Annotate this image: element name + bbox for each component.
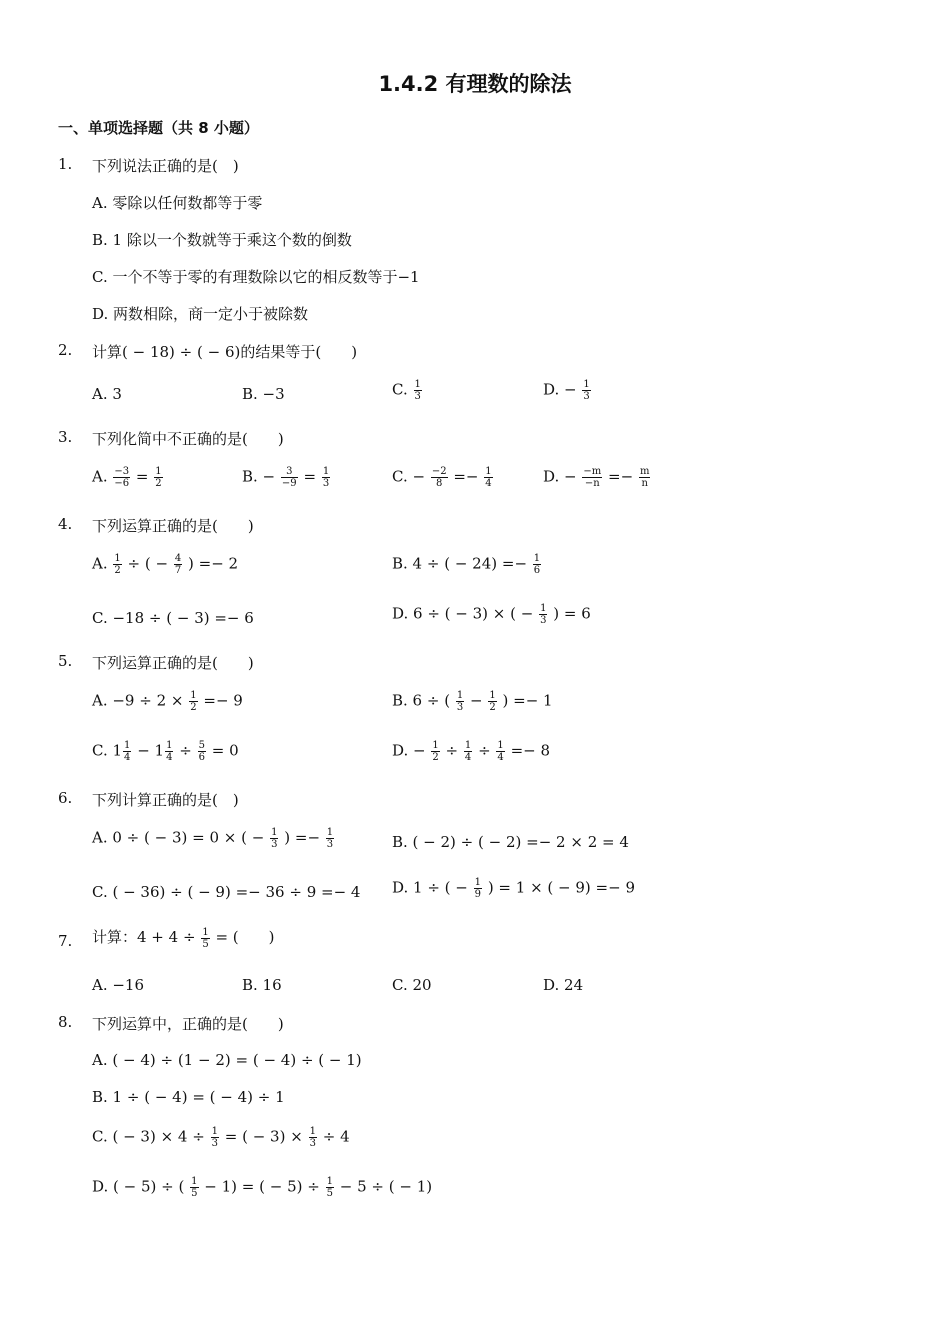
fraction: $\frac{-m}{-n}$ bbox=[583, 466, 602, 489]
question-stem: 下列说法正确的是( ) bbox=[92, 157, 239, 175]
option-a: A. 0 ÷ ( − 3) = 0 × ( − $\frac{1}{3}$ ) =− $\frac{1}{3}$ bbox=[92, 827, 334, 850]
option-d: D. 两数相除，商一定小于被除数 bbox=[92, 305, 309, 323]
option-b: B. 6 ÷ ( $\frac{1}{3}$ − $\frac{1}{2}$ ) =− 1 bbox=[392, 690, 553, 713]
fraction: $\frac{1}{2}$ bbox=[190, 690, 197, 713]
option-c: C. ( − 36) ÷ ( − 9) =− 36 ÷ 9 =− 4 bbox=[92, 883, 361, 901]
question-number: 6. bbox=[58, 789, 73, 807]
option-a: A. 零除以任何数都等于零 bbox=[92, 194, 263, 212]
option-d: D. − $\frac{-m}{-n}$ =− $\frac{m}{n}$ bbox=[543, 466, 650, 489]
fraction: $\frac{1}{3}$ bbox=[540, 603, 547, 626]
option-c: C. ( − 3) × 4 ÷ $\frac{1}{3}$ = ( − 3) × $\frac{1}{3}$ ÷ 4 bbox=[92, 1126, 350, 1149]
option-b: B. 4 ÷ ( − 24) =− $\frac{1}{6}$ bbox=[392, 553, 541, 576]
option-b: B. 1 ÷ ( − 4) = ( − 4) ÷ 1 bbox=[92, 1088, 285, 1106]
fraction: $\frac{1}{3}$ bbox=[309, 1126, 316, 1149]
fraction: $\frac{1}{3}$ bbox=[414, 379, 421, 402]
option-a: A. −9 ÷ 2 × $\frac{1}{2}$ =− 9 bbox=[92, 690, 243, 713]
question-number: 4. bbox=[58, 515, 73, 533]
option-c: C. 一个不等于零的有理数除以它的相反数等于−1 bbox=[92, 268, 420, 286]
fraction: $\frac{1}{3}$ bbox=[583, 379, 590, 402]
fraction: $\frac{1}{3}$ bbox=[211, 1126, 218, 1149]
option-d: D. − $\frac{1}{3}$ bbox=[543, 379, 590, 402]
option-a: A. ( − 4) ÷ (1 − 2) = ( − 4) ÷ ( − 1) bbox=[92, 1051, 362, 1069]
option-a: A. 3 bbox=[92, 385, 122, 403]
question-number: 8. bbox=[58, 1013, 73, 1031]
fraction: $\frac{m}{n}$ bbox=[639, 466, 650, 489]
fraction: $\frac{1}{3}$ bbox=[456, 690, 464, 713]
option-a: A. $\frac{1}{2}$ ÷ ( − $\frac{4}{7}$ ) =− 2 bbox=[92, 553, 239, 576]
fraction: $\frac{4}{7}$ bbox=[174, 553, 182, 576]
fraction: $\frac{1}{4}$ bbox=[124, 740, 131, 763]
fraction: $\frac{1}{4}$ bbox=[485, 466, 492, 489]
section-title: 一、单项选择题（共 8 小题） bbox=[58, 119, 259, 137]
question-stem: 计算：4 + 4 ÷ $\frac{1}{5}$ = ( ) bbox=[92, 926, 275, 950]
option-d: D. 1 ÷ ( − $\frac{1}{9}$ ) = 1 × ( − 9) =− 9 bbox=[392, 877, 635, 900]
fraction: $\frac{-2}{8}$ bbox=[431, 466, 447, 489]
fraction: $\frac{1}{5}$ bbox=[326, 1176, 333, 1199]
question-number: 3. bbox=[58, 428, 73, 446]
fraction: $\frac{1}{6}$ bbox=[533, 553, 541, 576]
question-number: 2. bbox=[58, 341, 73, 359]
option-c: C. − $\frac{-2}{8}$ =− $\frac{1}{4}$ bbox=[392, 466, 492, 489]
fraction: $\frac{1}{2}$ bbox=[489, 690, 496, 713]
page-title: 1.4.2 有理数的除法 bbox=[378, 72, 572, 96]
option-c: C. 20 bbox=[392, 976, 432, 994]
option-c: C. −18 ÷ ( − 3) =− 6 bbox=[92, 609, 254, 627]
fraction: $\frac{1}{5}$ bbox=[191, 1176, 198, 1199]
option-c: C. $\frac{1}{3}$ bbox=[392, 379, 421, 402]
fraction: $\frac{1}{9}$ bbox=[474, 877, 482, 900]
fraction: $\frac{3}{-9}$ bbox=[281, 466, 297, 489]
fraction: $\frac{1}{4}$ bbox=[166, 740, 173, 763]
question-stem: 下列运算中，正确的是( ) bbox=[92, 1015, 284, 1033]
question-number: 1. bbox=[58, 155, 73, 173]
fraction: $\frac{1}{4}$ bbox=[464, 740, 472, 763]
option-b: B. ( − 2) ÷ ( − 2) =− 2 × 2 = 4 bbox=[392, 833, 629, 851]
option-b: B. 1 除以一个数就等于乘这个数的倒数 bbox=[92, 231, 352, 249]
option-c: C. 1 $\frac{1}{4}$ − 1 $\frac{1}{4}$ ÷ $\frac{5}{6}$ = 0 bbox=[92, 740, 239, 763]
fraction: $\frac{5}{6}$ bbox=[198, 740, 205, 763]
option-d: D. 24 bbox=[543, 976, 584, 994]
question-number: 5. bbox=[58, 652, 73, 670]
option-d: D. 6 ÷ ( − 3) × ( − $\frac{1}{3}$ ) = 6 bbox=[392, 603, 591, 626]
fraction: $\frac{1}{3}$ bbox=[271, 827, 278, 850]
option-a: A. $\frac{-3}{-6}$ = $\frac{1}{2}$ bbox=[92, 466, 162, 489]
question-stem: 下列运算正确的是( ) bbox=[92, 654, 254, 672]
fraction: $\frac{1}{4}$ bbox=[497, 740, 504, 763]
question-stem: 下列计算正确的是( ) bbox=[92, 791, 239, 809]
question-number: 7. bbox=[58, 932, 73, 950]
question-stem: 下列运算正确的是( ) bbox=[92, 517, 254, 535]
fraction: $\frac{1}{2}$ bbox=[155, 466, 162, 489]
option-b: B. − $\frac{3}{-9}$ = $\frac{1}{3}$ bbox=[242, 466, 330, 489]
fraction: $\frac{1}{2}$ bbox=[432, 740, 439, 763]
fraction: $\frac{1}{5}$ bbox=[202, 926, 209, 950]
question-stem: 下列化简中不正确的是( ) bbox=[92, 430, 284, 448]
question-stem: 计算( − 18) ÷ ( − 6)的结果等于( ) bbox=[92, 343, 358, 361]
option-a: A. −16 bbox=[92, 976, 145, 994]
fraction: $\frac{-3}{-6}$ bbox=[114, 466, 130, 489]
option-b: B. −3 bbox=[242, 385, 285, 403]
option-d: D. − $\frac{1}{2}$ ÷ $\frac{1}{4}$ ÷ $\frac{1}{4}$ =− 8 bbox=[392, 740, 551, 763]
option-b: B. 16 bbox=[242, 976, 282, 994]
option-d: D. ( − 5) ÷ ( $\frac{1}{5}$ − 1) = ( − 5) ÷ $\frac{1}{5}$ − 5 ÷ ( − 1) bbox=[92, 1176, 433, 1199]
fraction: $\frac{1}{2}$ bbox=[114, 553, 121, 576]
fraction: $\frac{1}{3}$ bbox=[322, 466, 330, 489]
fraction: $\frac{1}{3}$ bbox=[326, 827, 334, 850]
